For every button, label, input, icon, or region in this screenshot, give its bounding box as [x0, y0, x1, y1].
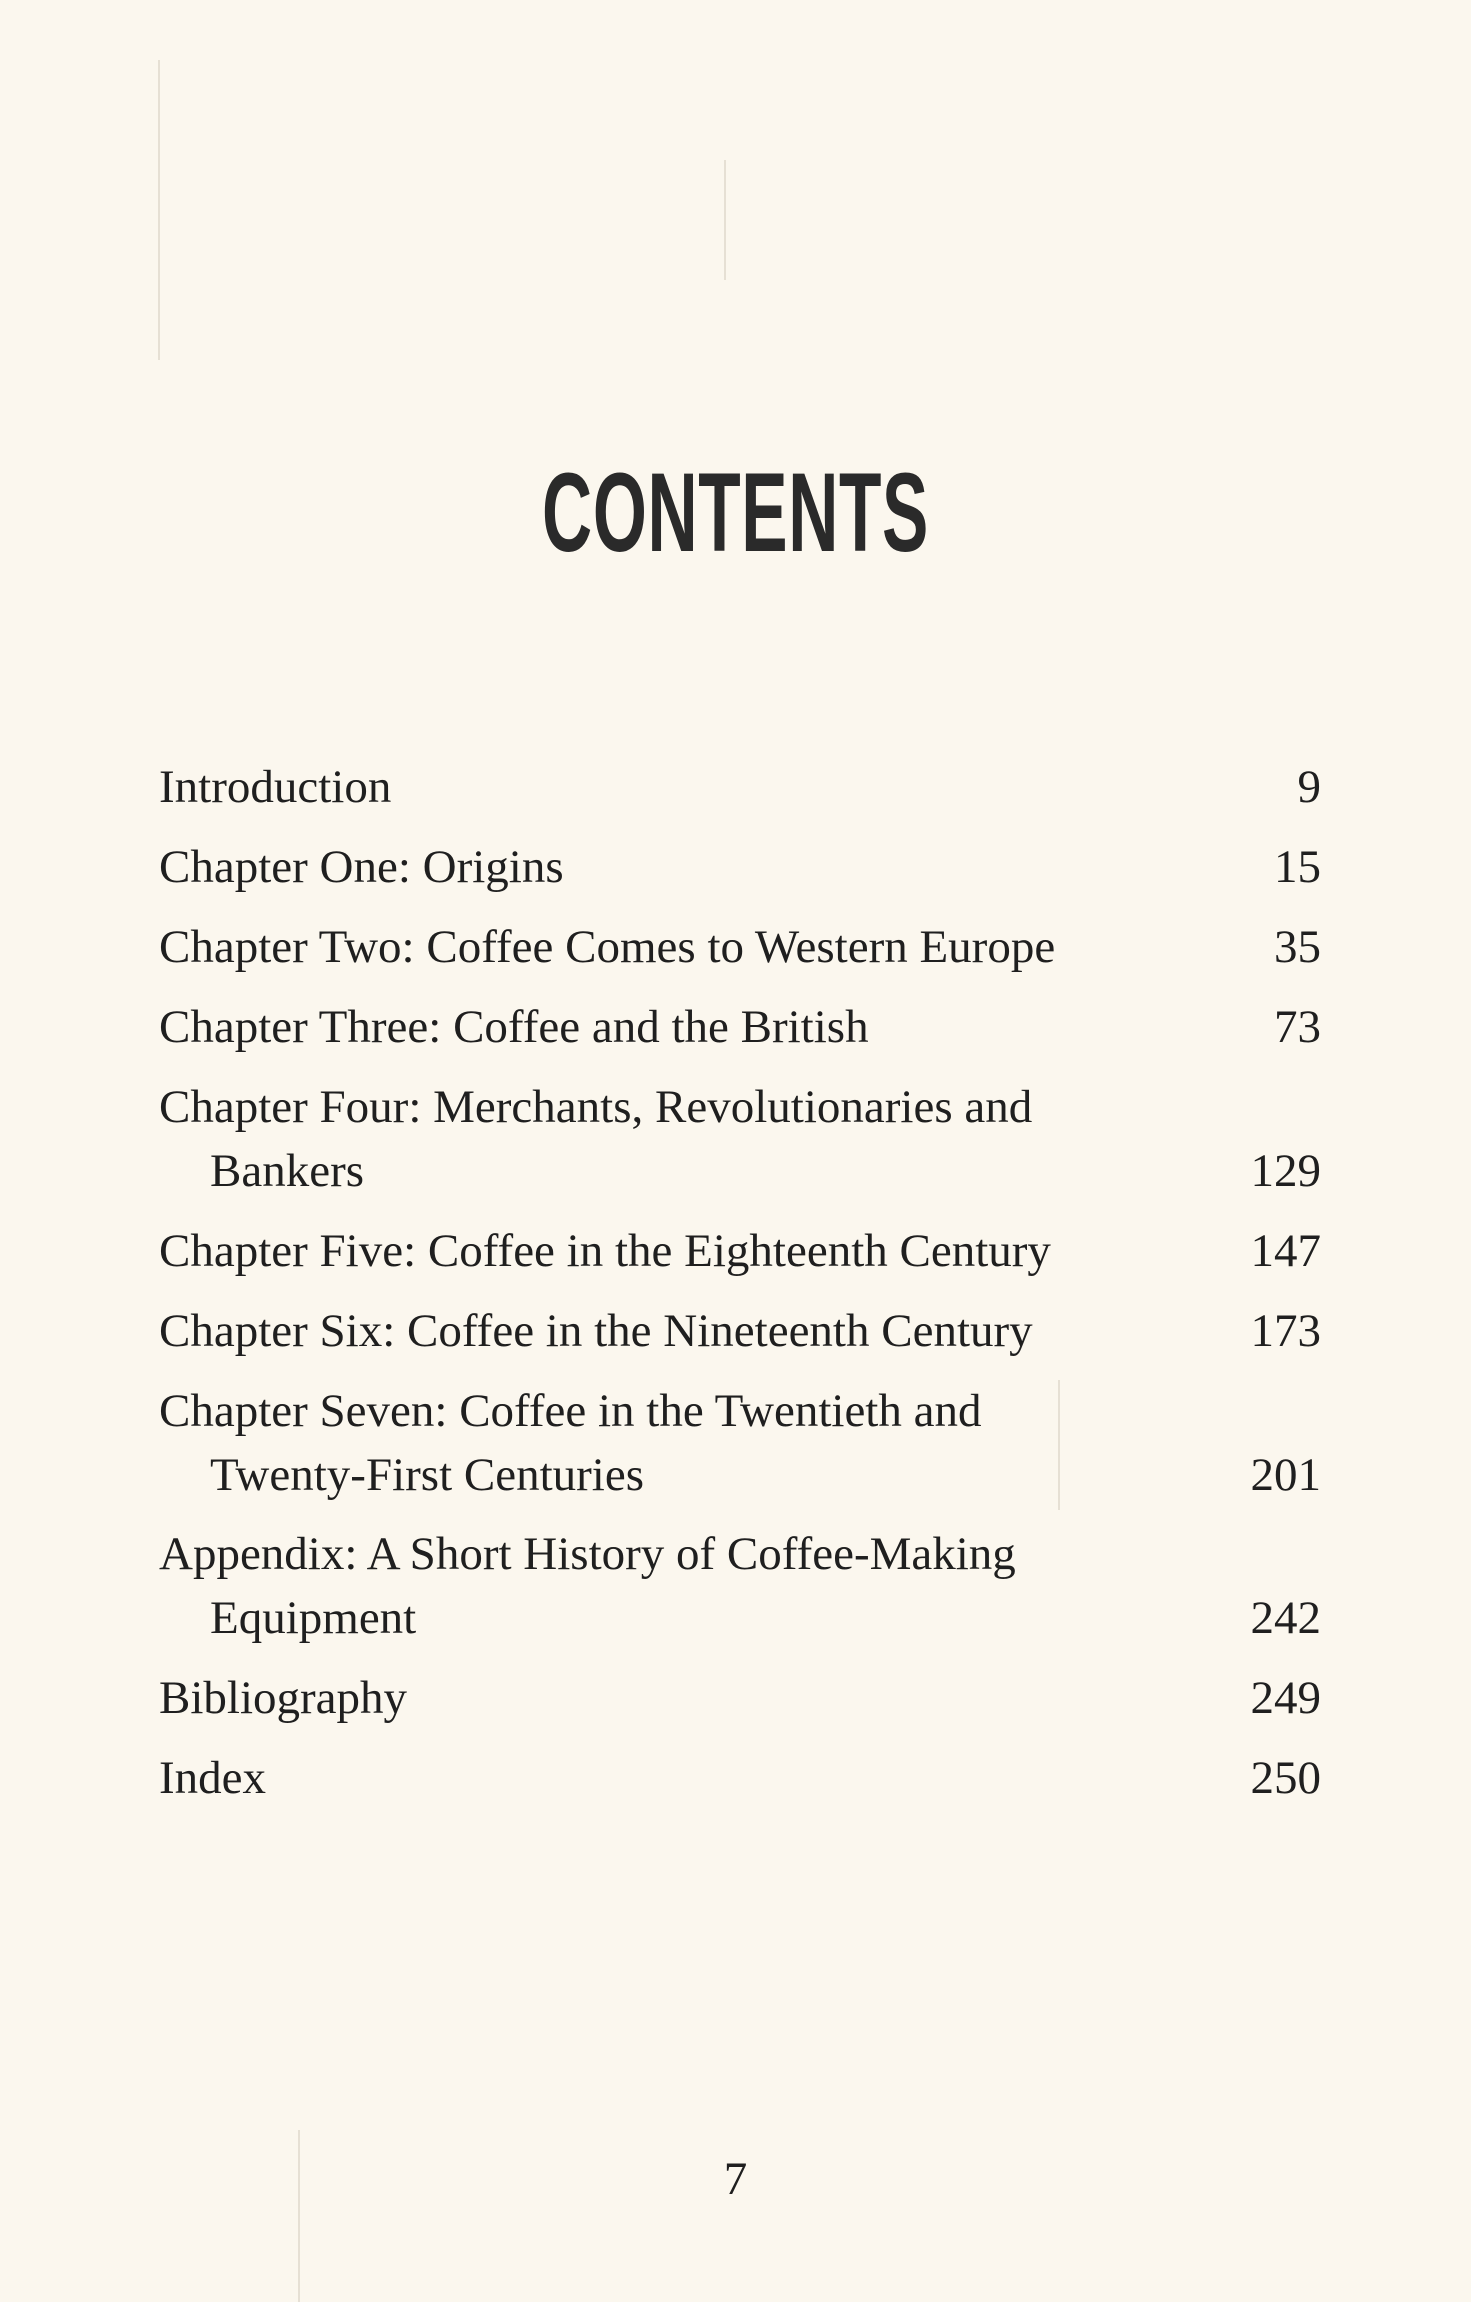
- page-title: CONTENTS: [542, 450, 929, 575]
- toc-entry-label: Appendix: A Short History of Coffee-Making: [159, 1528, 1016, 1580]
- toc-entry-page: 173: [1250, 1305, 1321, 1357]
- toc-entry-label: Chapter Three: Coffee and the British: [159, 1001, 869, 1053]
- toc-entry-page: 15: [1274, 841, 1321, 893]
- page-number: 7: [723, 2153, 748, 2205]
- toc-entry-page: 9: [1297, 761, 1321, 813]
- paper-crease: [1058, 1380, 1060, 1510]
- toc-entry-page: 201: [1250, 1449, 1321, 1501]
- toc-entry-label: Chapter Five: Coffee in the Eighteenth Century: [159, 1225, 1051, 1277]
- toc-entry-label-continued: Bankers: [210, 1145, 365, 1197]
- toc-entry-label: Chapter Two: Coffee Comes to Western Europe: [159, 921, 1056, 973]
- toc-entry-page: 250: [1250, 1752, 1321, 1804]
- toc-entry-label: Chapter Seven: Coffee in the Twentieth and: [159, 1385, 982, 1437]
- toc-entry-page: 249: [1250, 1672, 1321, 1724]
- toc-entry-page: 242: [1250, 1592, 1321, 1644]
- toc-entry-label: Chapter Six: Coffee in the Nineteenth Century: [159, 1305, 1033, 1357]
- toc-entry-label: Index: [159, 1752, 267, 1804]
- toc-entry-label: Chapter One: Origins: [159, 841, 564, 893]
- toc-entry-label-continued: Twenty-First Centuries: [210, 1449, 645, 1501]
- toc-entry-label-continued: Equipment: [210, 1592, 417, 1644]
- toc-entry-label: Chapter Four: Merchants, Revolutionaries and: [159, 1081, 1033, 1133]
- toc-entry-page: 147: [1250, 1225, 1321, 1277]
- paper-crease: [158, 60, 160, 360]
- toc-entry-page: 35: [1274, 921, 1321, 973]
- toc-entry-page: 129: [1250, 1145, 1321, 1197]
- toc-entry-label: Introduction: [159, 761, 392, 813]
- paper-crease: [724, 160, 726, 280]
- toc-entry-label: Bibliography: [159, 1672, 408, 1724]
- toc-entry-page: 73: [1274, 1001, 1321, 1053]
